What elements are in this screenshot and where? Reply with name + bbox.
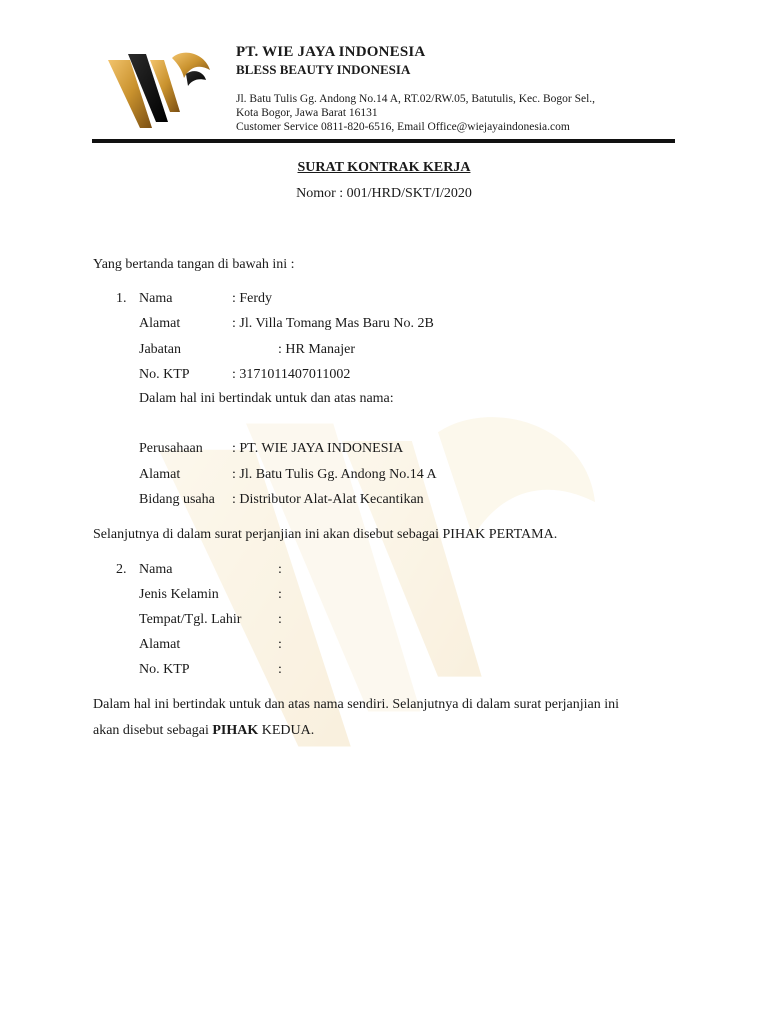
closing-line-1: Dalam hal ini bertindak untuk dan atas nama sendiri. Selanjutnya di dalam surat perjanjian ini: [93, 697, 620, 712]
company-logo: [106, 50, 216, 132]
party2-gender-label: Jenis Kelamin: [139, 587, 219, 602]
company-address-label: Alamat: [139, 467, 181, 482]
address-line-1: Jl. Batu Tulis Gg. Andong No.14 A, RT.02/RW.05, Batutulis, Kec. Bogor Sel.,: [236, 93, 596, 105]
company-address-value: : Jl. Batu Tulis Gg. Andong No.14 A: [232, 467, 437, 482]
intro-text: Yang bertanda tangan di bawah ini :: [93, 257, 295, 272]
document-number: Nomor : 001/HRD/SKT/I/2020: [296, 186, 472, 201]
party2-gender-value: :: [278, 587, 282, 602]
party1-index: 1.: [116, 291, 127, 306]
party1-name-label: Nama: [139, 291, 173, 306]
company-value: : PT. WIE JAYA INDONESIA: [232, 441, 404, 456]
party2-index: 2.: [116, 562, 127, 577]
party2-address-value: :: [278, 637, 282, 652]
party2-birth-value: :: [278, 612, 282, 627]
contact-line: Customer Service 0811-820-6516, Email Office@wiejayaindonesia.com: [236, 121, 570, 133]
party2-birth-label: Tempat/Tgl. Lahir: [139, 612, 242, 627]
party2-ktp-value: :: [278, 662, 282, 677]
document-title: SURAT KONTRAK KERJA: [297, 160, 471, 175]
brand-name: BLESS BEAUTY INDONESIA: [236, 62, 411, 77]
party1-ktp-label: No. KTP: [139, 367, 190, 382]
business-field-label: Bidang usaha: [139, 492, 215, 507]
party2-ktp-label: No. KTP: [139, 662, 190, 677]
party1-address-label: Alamat: [139, 316, 181, 331]
party1-ktp-value: : 3171011407011002: [232, 367, 351, 382]
company-name: PT. WIE JAYA INDONESIA: [236, 44, 426, 60]
header-divider: [92, 139, 675, 143]
party2-name-label: Nama: [139, 562, 173, 577]
party1-designation: Selanjutnya di dalam surat perjanjian ini akan disebut sebagai PIHAK PERTAMA.: [93, 527, 558, 542]
party1-position-value: : HR Manajer: [278, 342, 355, 357]
business-field-value: : Distributor Alat-Alat Kecantikan: [232, 492, 424, 507]
party2-address-label: Alamat: [139, 637, 181, 652]
party1-name-value: : Ferdy: [232, 291, 273, 306]
party1-address-value: : Jl. Villa Tomang Mas Baru No. 2B: [232, 316, 434, 331]
closing-line-2: akan disebut sebagai PIHAK KEDUA.: [93, 723, 315, 738]
company-label: Perusahaan: [139, 441, 203, 456]
party1-acting-text: Dalam hal ini bertindak untuk dan atas nama:: [139, 391, 394, 406]
party1-position-label: Jabatan: [139, 342, 181, 357]
party2-name-value: :: [278, 562, 282, 577]
address-line-2: Kota Bogor, Jawa Barat 16131: [236, 107, 378, 119]
